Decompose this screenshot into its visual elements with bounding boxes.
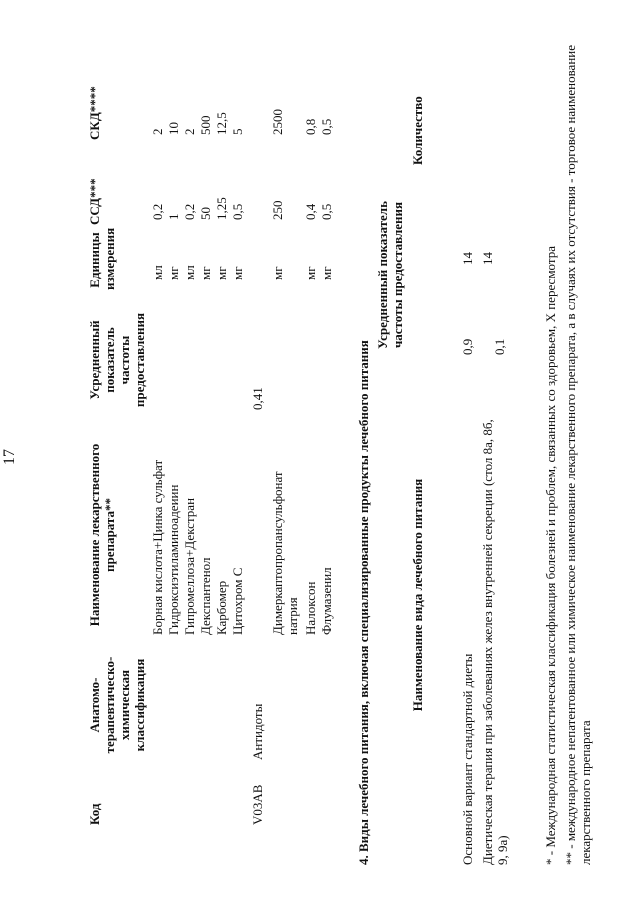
unit-cell: мг	[270, 266, 285, 280]
ssd-cell: 0,5	[319, 203, 334, 220]
drug-name-cell: Димеркаптопропансульфонат натрия	[270, 471, 300, 635]
header-ssd: ССД***	[87, 178, 102, 225]
ssd-cell: 0,2	[182, 203, 197, 220]
ssd-cell: 0,4	[303, 203, 318, 220]
unit-cell: мл	[150, 265, 165, 280]
unit-cell: мг	[214, 266, 229, 280]
nutrition-qty-cell: 14	[480, 252, 495, 265]
unit-cell: мг	[303, 266, 318, 280]
skd-cell: 0,5	[319, 118, 334, 135]
header-nutrition-qty: Количество	[410, 96, 425, 165]
header-freq: Усредненный показатель частоты предоставления	[87, 312, 147, 408]
ssd-cell: 1	[166, 213, 181, 220]
drug-name-cell: Декспантенол	[198, 557, 213, 635]
nutrition-freq-cell: 0,9	[460, 338, 475, 355]
drug-name-cell: Гипромеллоза+Декстран	[182, 497, 197, 635]
drug-name-cell: Цитохром С	[230, 567, 245, 635]
footnote: * - Международная статистическая классификация болезней и проблем, связанных со здоровьем, X пересмотра	[543, 246, 558, 865]
nutrition-qty-cell: 14	[460, 252, 475, 265]
unit-cell: мл	[182, 265, 197, 280]
drug-name-cell: Гидроксиэтиламиноадеиин	[166, 484, 181, 635]
nutrition-name-cell: Основной вариант стандартной диеты	[460, 653, 475, 865]
header-unit: Единицы измерения	[87, 227, 117, 290]
skd-cell: 0,8	[303, 118, 318, 135]
nutrition-freq-cell: 0,1	[492, 338, 507, 355]
drug-name-cell: Карбомер	[214, 580, 229, 635]
ssd-cell: 0,2	[150, 203, 165, 220]
drug-name-cell: Борная кислота+Цинка сульфат	[150, 459, 165, 635]
code-cell: V03AB	[250, 784, 265, 825]
header-skd: СКД****	[87, 86, 102, 140]
skd-cell: 2500	[270, 109, 285, 135]
unit-cell: мг	[166, 266, 181, 280]
skd-cell: 10	[166, 122, 181, 135]
header-nutrition-name: Наименование вида лечебного питания	[410, 478, 425, 712]
ssd-cell: 0,5	[230, 203, 245, 220]
unit-cell: мг	[230, 266, 245, 280]
drug-name-cell: Флумазенил	[319, 567, 334, 635]
header-code: Код	[87, 803, 102, 825]
section-title: 4. Виды лечебного питания, включая специализированные продукты лечебного питания	[356, 340, 371, 865]
skd-cell: 2	[150, 128, 165, 135]
page-number: 17	[1, 449, 18, 465]
freq-cell: 0,41	[250, 387, 265, 410]
drug-name-cell: Налоксон	[303, 581, 318, 635]
ssd-cell: 50	[198, 207, 213, 220]
header-drug-name: Наименование лекарственного препарата**	[87, 443, 117, 627]
skd-cell: 12,5	[214, 112, 229, 135]
nutrition-name-cell: Диетическая терапия при заболеваниях желез внутренней секреции (стол 8а, 8б, 9, 9а)	[480, 419, 510, 865]
unit-cell: мг	[198, 266, 213, 280]
skd-cell: 2	[182, 128, 197, 135]
footnote: ** - международное непатентованное или химическое наименование лекарственного препарата, а в случаях их отсутствия - торговое наименование лекарственного препарата	[563, 44, 593, 865]
ssd-cell: 1,25	[214, 197, 229, 220]
unit-cell: мг	[319, 266, 334, 280]
ssd-cell: 250	[270, 200, 285, 220]
header-atc: Анатомо-терапевтическо-химическая классификация	[87, 656, 147, 754]
header-nutrition-freq: Усредненный показатель частоты предоставления	[375, 201, 405, 349]
skd-cell: 500	[198, 115, 213, 135]
atc-cell: Антидоты	[250, 703, 265, 760]
skd-cell: 5	[230, 128, 245, 135]
